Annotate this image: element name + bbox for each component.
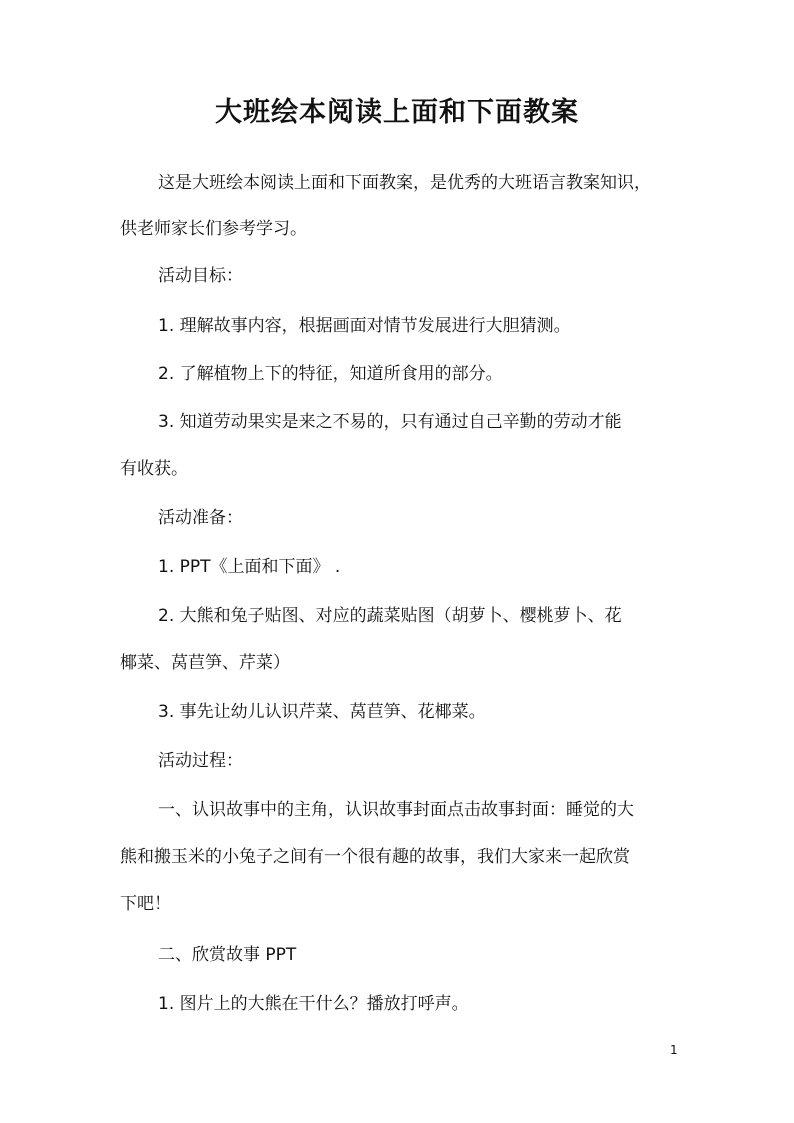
list-item-continuation: 椰菜、莴苣笋、芹菜） — [120, 653, 290, 673]
paragraph-line: 下吧！ — [120, 894, 171, 914]
list-item: 1. PPT《上面和下面》 . — [158, 557, 341, 577]
page-number: 1 — [670, 1043, 678, 1057]
paragraph-line: 二、欣赏故事 PPT — [158, 945, 297, 965]
section-heading-goals: 活动目标： — [158, 266, 243, 286]
paragraph-line: 供老师家长们参考学习。 — [120, 219, 307, 239]
paragraph-line: 一、认识故事中的主角，认识故事封面点击故事封面：睡觉的大 — [158, 800, 634, 820]
list-item: 3. 知道劳动果实是来之不易的，只有通过自己辛勤的劳动才能 — [158, 412, 622, 432]
paragraph-line: 这是大班绘本阅读上面和下面教案，是优秀的大班语言教案知识， — [158, 173, 651, 193]
section-heading-preparation: 活动准备： — [158, 508, 243, 528]
section-heading-process: 活动过程： — [158, 751, 243, 771]
list-item: 1. 理解故事内容，根据画面对情节发展进行大胆猜测。 — [158, 316, 571, 336]
list-item: 1. 图片上的大熊在干什么？播放打呼声。 — [158, 994, 469, 1014]
paragraph-line: 熊和搬玉米的小兔子之间有一个很有趣的故事，我们大家来一起欣赏 — [120, 847, 630, 867]
list-item: 2. 大熊和兔子贴图、对应的蔬菜贴图（胡萝卜、樱桃萝卜、花 — [158, 606, 622, 626]
list-item: 3. 事先让幼儿认识芹菜、莴苣笋、花椰菜。 — [158, 702, 486, 722]
list-item-continuation: 有收获。 — [120, 459, 188, 479]
document-title: 大班绘本阅读上面和下面教案 — [215, 97, 579, 128]
list-item: 2. 了解植物上下的特征，知道所食用的部分。 — [158, 364, 503, 384]
